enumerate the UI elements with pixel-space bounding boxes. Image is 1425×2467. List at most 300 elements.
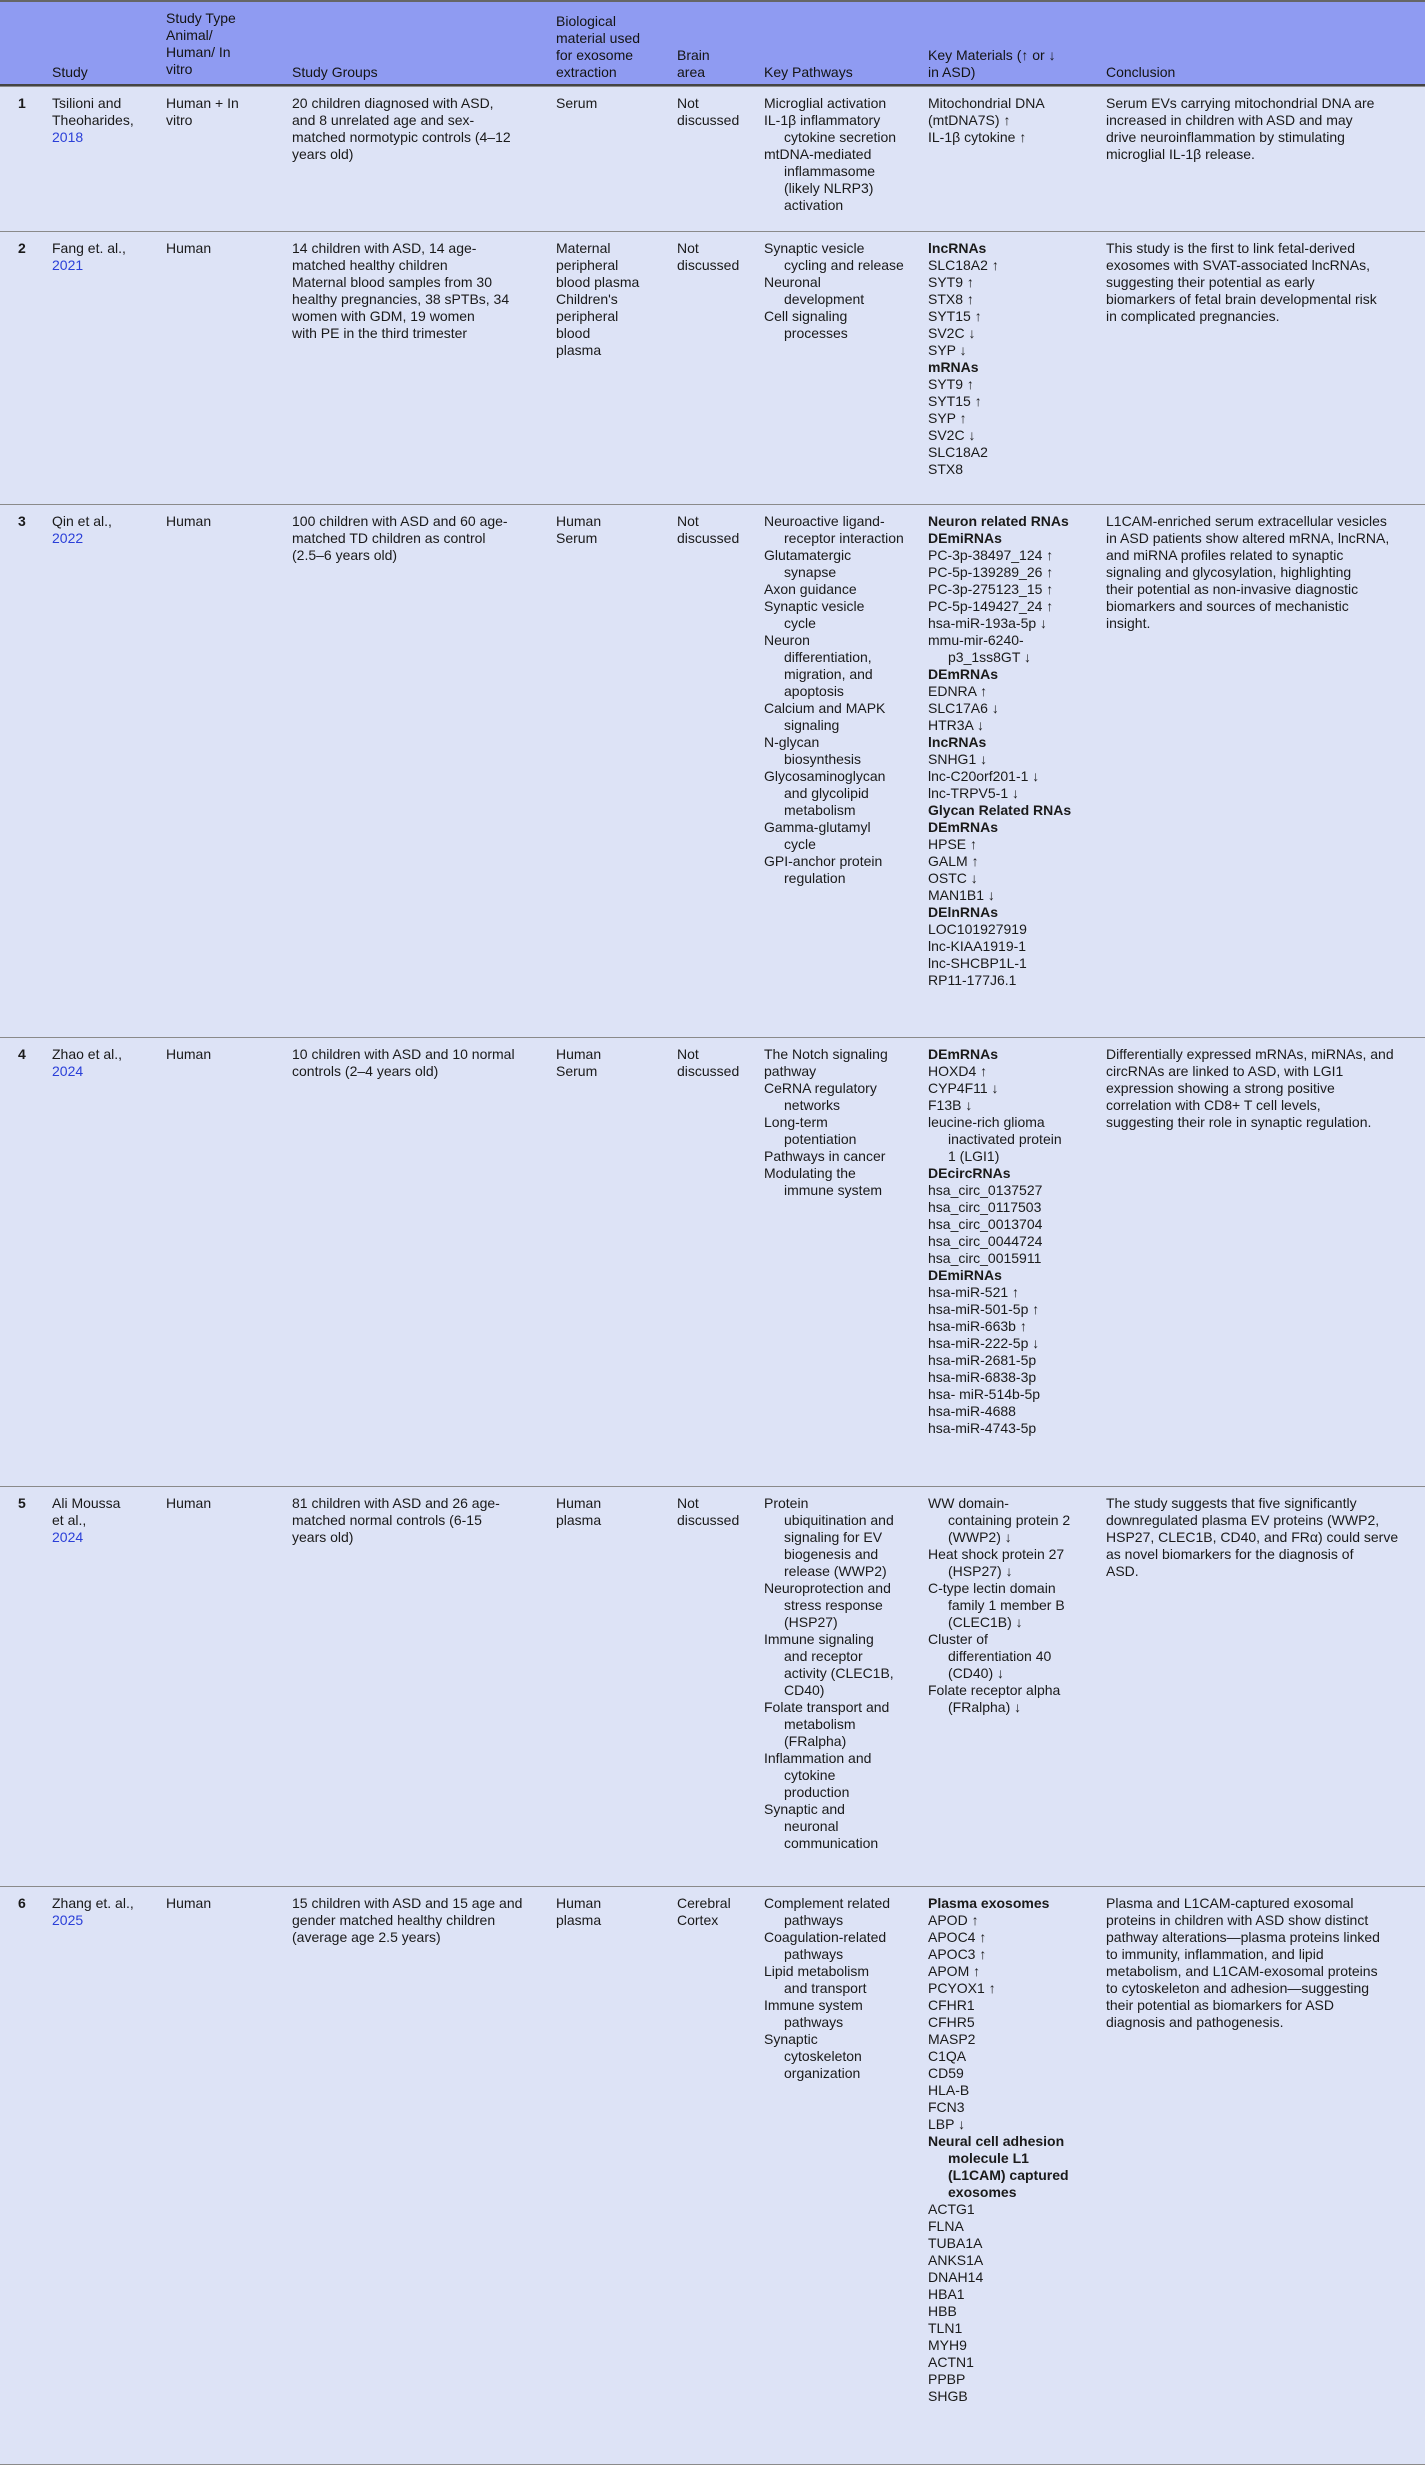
- pathway-line: (FRalpha): [784, 1733, 847, 1749]
- material-item: DNAH14: [928, 2269, 984, 2285]
- pathway-line: stress response: [784, 1597, 883, 1613]
- study-citation: [52, 1495, 120, 1546]
- pathway-line: Synaptic and: [764, 1801, 845, 1817]
- material-item: hsa_circ_0015911: [928, 1250, 1042, 1266]
- key-materials: [928, 513, 1071, 989]
- study-year-link[interactable]: 2024: [52, 1529, 84, 1545]
- biological-material-line: Serum: [556, 1063, 598, 1079]
- conclusion-line: pathway alterations—plasma proteins linked: [1106, 1929, 1380, 1945]
- pathway-line: pathways: [784, 2014, 844, 2030]
- material-item: hsa_circ_0044724: [928, 1233, 1043, 1249]
- row-number: 4: [18, 1046, 26, 1062]
- material-item: APOM ↑: [928, 1963, 981, 1979]
- biological-material-line: plasma: [556, 1512, 602, 1528]
- material-item: SHGB: [928, 2388, 968, 2404]
- material-item: hsa-miR-663b ↑: [928, 1318, 1027, 1334]
- study-groups-line: 14 children with ASD, 14 age-: [292, 240, 477, 256]
- pathway-line: cycle: [784, 836, 816, 852]
- conclusion-line: proteins in children with ASD show distinct: [1106, 1912, 1369, 1928]
- study-groups-line: controls (2–4 years old): [292, 1063, 439, 1079]
- study-citation: [52, 1046, 122, 1080]
- material-item: Cluster of: [928, 1631, 988, 1647]
- material-item: C1QA: [928, 2048, 967, 2064]
- biological-material: [556, 1895, 601, 1929]
- conclusion-line: biomarkers and sources of mechanistic: [1106, 598, 1349, 614]
- key-pathways: [764, 1046, 888, 1199]
- conclusion: [1106, 513, 1389, 632]
- pathway-line: Protein: [764, 1495, 809, 1511]
- material-item: FCN3: [928, 2099, 965, 2115]
- pathway-line: activation: [784, 197, 844, 213]
- study-groups: [292, 240, 509, 342]
- biological-material-line: Human: [556, 1895, 602, 1911]
- conclusion-line: increased in children with ASD and may: [1106, 112, 1353, 128]
- brain-area-line: Cortex: [677, 1912, 719, 1928]
- conclusion: [1106, 1895, 1380, 2031]
- material-item: HTR3A ↓: [928, 717, 985, 733]
- brain-area: [677, 240, 739, 274]
- key-pathways: [764, 1495, 894, 1852]
- pathway-line: synapse: [784, 564, 837, 580]
- pathway-line: differentiation,: [784, 649, 872, 665]
- pathway-line: biogenesis and: [784, 1546, 879, 1562]
- brain-area: [677, 1895, 731, 1929]
- material-heading: exosomes: [948, 2184, 1017, 2200]
- conclusion-line: and miRNA profiles related to synaptic: [1106, 547, 1344, 563]
- material-item: C-type lectin domain: [928, 1580, 1056, 1596]
- conclusion-line: in ASD patients show altered mRNA, lncRNA,: [1106, 530, 1390, 546]
- pathway-line: GPI-anchor protein: [764, 853, 883, 869]
- conclusion-line: downregulated plasma EV proteins (WWP2,: [1106, 1512, 1380, 1528]
- study-groups: [292, 1046, 515, 1080]
- material-item: mmu-mir-6240-: [928, 632, 1024, 648]
- pathway-line: inflammasome: [784, 163, 876, 179]
- key-pathways: [764, 513, 904, 887]
- material-item: LOC101927919: [928, 921, 1027, 937]
- study-type: [166, 513, 211, 530]
- header-key-pathways: Key Pathways: [764, 64, 853, 80]
- material-item: APOD ↑: [928, 1912, 979, 1928]
- study-groups-line: matched normotypic controls (4–12: [292, 129, 511, 145]
- study-type: [166, 1895, 211, 1912]
- conclusion-line: in complicated pregnancies.: [1106, 308, 1280, 324]
- pathway-line: Neuronal: [764, 274, 821, 290]
- pathway-line: receptor interaction: [784, 530, 904, 546]
- header-biological-material: Biological material used for exosome extraction: [556, 13, 641, 80]
- material-item: PCYOX1 ↑: [928, 1980, 996, 1996]
- header-study-groups: Study Groups: [292, 64, 378, 80]
- conclusion-line: their potential as biomarkers for ASD: [1106, 1997, 1334, 2013]
- conclusion-line: as novel biomarkers for the diagnosis of: [1106, 1546, 1354, 1562]
- pathway-line: (HSP27): [784, 1614, 838, 1630]
- header-study-type: Study Type Animal/ Human/ In vitro: [166, 10, 236, 77]
- material-item: HPSE ↑: [928, 836, 978, 852]
- material-item: OSTC ↓: [928, 870, 978, 886]
- study-groups-line: matched healthy children: [292, 257, 448, 273]
- material-item: SYP ↓: [928, 342, 967, 358]
- material-item: SYT9 ↑: [928, 376, 974, 392]
- study-author: Zhang et. al.,: [52, 1895, 134, 1911]
- key-materials: [928, 240, 999, 478]
- header-brain-area: Brain area: [677, 47, 710, 80]
- study-type: [166, 1046, 211, 1063]
- key-pathways: [764, 240, 904, 342]
- material-heading: molecule L1: [948, 2150, 1029, 2166]
- biological-material-line: Human: [556, 1046, 602, 1062]
- table-row: [0, 86, 1425, 232]
- study-groups-line: Maternal blood samples from 30: [292, 274, 492, 290]
- biological-material-line: Human: [556, 513, 602, 529]
- material-heading: (L1CAM) captured: [948, 2167, 1069, 2183]
- conclusion-line: diagnosis and pathogenesis.: [1106, 2014, 1284, 2030]
- material-item: HOXD4 ↑: [928, 1063, 988, 1079]
- conclusion-line: circRNAs are linked to ASD, with LGI1: [1106, 1063, 1344, 1079]
- pathway-line: and glycolipid: [784, 785, 869, 801]
- study-type: [166, 240, 211, 257]
- study-type-line: vitro: [166, 112, 193, 128]
- material-item: SLC18A2: [928, 444, 988, 460]
- key-pathways: [764, 95, 896, 214]
- pathway-line: Synaptic vesicle: [764, 240, 865, 256]
- study-year-link[interactable]: 2024: [52, 1063, 84, 1079]
- key-materials: [928, 1495, 1070, 1716]
- material-item: FLNA: [928, 2218, 964, 2234]
- brain-area-line: Not: [677, 240, 699, 256]
- table-row: [0, 1038, 1425, 1487]
- material-heading: DEcircRNAs: [928, 1165, 1011, 1181]
- material-item: SV2C ↓: [928, 325, 976, 341]
- study-type-line: Human: [166, 240, 212, 256]
- material-item: MAN1B1 ↓: [928, 887, 995, 903]
- material-item: hsa-miR-6838-3p: [928, 1369, 1037, 1385]
- material-heading: DEmiRNAs: [928, 530, 1002, 546]
- material-item: PPBP: [928, 2371, 966, 2387]
- material-item: SLC17A6 ↓: [928, 700, 999, 716]
- pathway-line: The Notch signaling: [764, 1046, 888, 1062]
- pathway-line: pathways: [784, 1912, 844, 1928]
- biological-material: [556, 513, 601, 547]
- study-citation: [52, 513, 112, 547]
- study-year-link[interactable]: 2021: [52, 257, 84, 273]
- study-type: [166, 95, 239, 129]
- pathway-line: (likely NLRP3): [784, 180, 874, 196]
- material-heading: DEmRNAs: [928, 1046, 999, 1062]
- pathway-line: Pathways in cancer: [764, 1148, 886, 1164]
- material-heading: Plasma exosomes: [928, 1895, 1050, 1911]
- conclusion-line: ASD.: [1106, 1563, 1139, 1579]
- material-item: hsa-miR-501-5p ↑: [928, 1301, 1040, 1317]
- pathway-line: and transport: [784, 1980, 867, 1996]
- material-item: SLC18A2 ↑: [928, 257, 999, 273]
- study-groups-line: matched normal controls (6-15: [292, 1512, 482, 1528]
- conclusion-line: HSP27, CLEC1B, CD40, and FRα) could serve: [1106, 1529, 1399, 1545]
- study-groups-line: years old): [292, 1529, 354, 1545]
- conclusion-line: Serum EVs carrying mitochondrial DNA are: [1106, 95, 1375, 111]
- row-number: 5: [18, 1495, 26, 1511]
- biological-material-line: Human: [556, 1495, 602, 1511]
- key-materials: [928, 1895, 1069, 2405]
- material-heading: DEmRNAs: [928, 819, 999, 835]
- key-pathways: [764, 1895, 890, 2082]
- material-item: TLN1: [928, 2320, 963, 2336]
- material-item: hsa- miR-514b-5p: [928, 1386, 1041, 1402]
- material-item: hsa_circ_0013704: [928, 1216, 1043, 1232]
- biological-material-line: plasma: [556, 342, 602, 358]
- study-year-link[interactable]: 2022: [52, 530, 84, 546]
- pathway-line: migration, and: [784, 666, 873, 682]
- material-item: leucine-rich glioma: [928, 1114, 1045, 1130]
- biological-material: [556, 1046, 601, 1080]
- study-author: et al.,: [52, 1512, 87, 1528]
- biological-material: [556, 95, 597, 112]
- material-item: SYP ↑: [928, 410, 967, 426]
- material-item: STX8 ↑: [928, 291, 974, 307]
- pathway-line: immune system: [784, 1182, 883, 1198]
- conclusion-line: their potential as non-invasive diagnostic: [1106, 581, 1359, 597]
- pathway-line: Immune signaling: [764, 1631, 874, 1647]
- conclusion-line: suggesting their role in synaptic regulation.: [1106, 1114, 1372, 1130]
- biological-material-line: Serum: [556, 95, 598, 111]
- table-row: [0, 232, 1425, 505]
- biological-material-line: Children's: [556, 291, 618, 307]
- brain-area-line: Not: [677, 1046, 699, 1062]
- study-year-link[interactable]: 2018: [52, 129, 84, 145]
- material-item: differentiation 40: [948, 1648, 1052, 1664]
- biological-material-line: peripheral: [556, 308, 619, 324]
- material-item: EDNRA ↑: [928, 683, 988, 699]
- brain-area-line: Not: [677, 513, 699, 529]
- brain-area-line: discussed: [677, 257, 740, 273]
- conclusion-line: expression showing a strong positive: [1106, 1080, 1335, 1096]
- pathway-line: biosynthesis: [784, 751, 862, 767]
- row-number: 6: [18, 1895, 26, 1911]
- material-item: hsa_circ_0117503: [928, 1199, 1042, 1215]
- study-groups: [292, 1495, 500, 1546]
- material-item: SV2C ↓: [928, 427, 976, 443]
- header-key-materials: Key Materials (↑ or ↓ in ASD): [928, 47, 1056, 80]
- conclusion-line: drive neuroinflammation by stimulating: [1106, 129, 1345, 145]
- study-groups-line: and 8 unrelated age and sex-: [292, 112, 475, 128]
- material-heading: Neural cell adhesion: [928, 2133, 1065, 2149]
- material-item: 1 (LGI1): [948, 1148, 1000, 1164]
- brain-area: [677, 1495, 739, 1529]
- material-item: Heat shock protein 27: [928, 1546, 1065, 1562]
- pathway-line: cytokine: [784, 1767, 836, 1783]
- pathway-line: N-glycan: [764, 734, 820, 750]
- study-groups-line: 15 children with ASD and 15 age and: [292, 1895, 523, 1911]
- conclusion: [1106, 240, 1377, 325]
- material-item: HLA-B: [928, 2082, 970, 2098]
- table-row: [0, 505, 1425, 1038]
- pathway-line: Neuroactive ligand-: [764, 513, 885, 529]
- pathway-line: signaling for EV: [784, 1529, 883, 1545]
- study-citation: [52, 240, 126, 274]
- pathway-line: apoptosis: [784, 683, 844, 699]
- pathway-line: IL-1β inflammatory: [764, 112, 881, 128]
- study-groups-line: gender matched healthy children: [292, 1912, 496, 1928]
- pathway-line: Axon guidance: [764, 581, 857, 597]
- conclusion-line: to cytoskeleton and adhesion—suggesting: [1106, 1980, 1370, 1996]
- biological-material-line: plasma: [556, 1912, 602, 1928]
- material-item: hsa-miR-2681-5p: [928, 1352, 1037, 1368]
- pathway-line: organization: [784, 2065, 861, 2081]
- material-heading: Neuron related RNAs: [928, 513, 1069, 529]
- pathway-line: Synaptic vesicle: [764, 598, 865, 614]
- material-item: hsa-miR-4688: [928, 1403, 1016, 1419]
- study-author: Zhao et al.,: [52, 1046, 123, 1062]
- material-item: (FRalpha) ↓: [948, 1699, 1022, 1715]
- study-groups: [292, 95, 511, 163]
- pathway-line: Inflammation and: [764, 1750, 872, 1766]
- conclusion: [1106, 1046, 1394, 1131]
- conclusion-line: L1CAM-enriched serum extracellular vesicles: [1106, 513, 1387, 529]
- pathway-line: Neuroprotection and: [764, 1580, 891, 1596]
- material-item: STX8: [928, 461, 964, 477]
- material-item: lnc-TRPV5-1 ↓: [928, 785, 1020, 801]
- pathway-line: Folate transport and: [764, 1699, 890, 1715]
- study-author: Fang et. al.,: [52, 240, 126, 256]
- pathway-line: neuronal: [784, 1818, 839, 1834]
- pathway-line: potentiation: [784, 1131, 857, 1147]
- material-item: (CD40) ↓: [948, 1665, 1005, 1681]
- brain-area-line: discussed: [677, 1063, 740, 1079]
- conclusion-line: The study suggests that five significantly: [1106, 1495, 1357, 1511]
- material-item: containing protein 2: [948, 1512, 1071, 1528]
- pathway-line: cytoskeleton: [784, 2048, 862, 2064]
- pathway-line: Gamma-glutamyl: [764, 819, 871, 835]
- material-item: PC-3p-38497_124 ↑: [928, 547, 1054, 563]
- study-groups-line: (2.5–6 years old): [292, 547, 398, 563]
- pathway-line: networks: [784, 1097, 841, 1113]
- study-type-line: Human + In: [166, 95, 239, 111]
- material-item: lnc-SHCBP1L-1: [928, 955, 1027, 971]
- brain-area: [677, 1046, 739, 1080]
- study-groups-line: years old): [292, 146, 354, 162]
- header-conclusion: Conclusion: [1106, 64, 1176, 80]
- material-item: SYT9 ↑: [928, 274, 974, 290]
- study-groups-line: 10 children with ASD and 10 normal: [292, 1046, 515, 1062]
- pathway-line: CD40): [784, 1682, 825, 1698]
- material-item: ACTN1: [928, 2354, 974, 2370]
- pathway-line: Complement related: [764, 1895, 891, 1911]
- key-materials: [928, 95, 1045, 146]
- material-item: APOC4 ↑: [928, 1929, 987, 1945]
- material-heading: DEmRNAs: [928, 666, 999, 682]
- material-item: hsa-miR-521 ↑: [928, 1284, 1020, 1300]
- pathway-line: ubiquitination and: [784, 1512, 894, 1528]
- material-item: CD59: [928, 2065, 964, 2081]
- pathway-line: Immune system: [764, 1997, 863, 2013]
- pathway-line: Neuron: [764, 632, 810, 648]
- pathway-line: mtDNA-mediated: [764, 146, 872, 162]
- study-citation: [52, 95, 134, 146]
- brain-area-line: Not: [677, 95, 699, 111]
- biological-material-line: Maternal: [556, 240, 611, 256]
- study-year-link[interactable]: 2025: [52, 1912, 84, 1928]
- study-type: [166, 1495, 211, 1512]
- pathway-line: regulation: [784, 870, 846, 886]
- brain-area-line: Not: [677, 1495, 699, 1511]
- pathway-line: production: [784, 1784, 850, 1800]
- pathway-line: Lipid metabolism: [764, 1963, 870, 1979]
- material-item: family 1 member B: [948, 1597, 1065, 1613]
- conclusion-line: Differentially expressed mRNAs, miRNAs, and: [1106, 1046, 1394, 1062]
- study-type-line: Human: [166, 513, 212, 529]
- study-groups-line: matched TD children as control: [292, 530, 486, 546]
- material-item: APOC3 ↑: [928, 1946, 987, 1962]
- material-item: lnc-KIAA1919-1: [928, 938, 1027, 954]
- material-item: hsa-miR-222-5p ↓: [928, 1335, 1040, 1351]
- biological-material: [556, 240, 639, 359]
- pathway-line: Long-term: [764, 1114, 828, 1130]
- material-item: ANKS1A: [928, 2252, 984, 2268]
- biological-material: [556, 1495, 601, 1529]
- material-heading: lncRNAs: [928, 240, 987, 256]
- conclusion-line: metabolism, and L1CAM-exosomal proteins: [1106, 1963, 1378, 1979]
- study-groups-line: women with GDM, 19 women: [292, 308, 475, 324]
- brain-area-line: discussed: [677, 112, 740, 128]
- table-header: [0, 0, 1425, 86]
- conclusion-line: suggesting their potential as early: [1106, 274, 1315, 290]
- pathway-line: Calcium and MAPK: [764, 700, 886, 716]
- material-item: LBP ↓: [928, 2116, 966, 2132]
- material-item: CFHR5: [928, 2014, 975, 2030]
- material-item: ACTG1: [928, 2201, 975, 2217]
- material-heading: DEmiRNAs: [928, 1267, 1002, 1283]
- material-item: HBB: [928, 2303, 957, 2319]
- material-item: F13B ↓: [928, 1097, 973, 1113]
- material-heading: Glycan Related RNAs: [928, 802, 1072, 818]
- biological-material-line: blood: [556, 325, 591, 341]
- material-item: MYH9: [928, 2337, 967, 2353]
- material-item: CYP4F11 ↓: [928, 1080, 999, 1096]
- pathway-line: cycling and release: [784, 257, 904, 273]
- conclusion: [1106, 95, 1374, 163]
- brain-area: [677, 95, 739, 129]
- biological-material-line: peripheral: [556, 257, 619, 273]
- conclusion-line: to immunity, inflammation, and lipid: [1106, 1946, 1324, 1962]
- conclusion-line: microglial IL-1β release.: [1106, 146, 1255, 162]
- material-item: CFHR1: [928, 1997, 975, 2013]
- material-item: p3_1ss8GT ↓: [948, 649, 1032, 665]
- conclusion-line: insight.: [1106, 615, 1151, 631]
- material-item: Mitochondrial DNA: [928, 95, 1045, 111]
- material-item: hsa-miR-4743-5p: [928, 1420, 1037, 1436]
- study-author: Theoharides,: [52, 112, 134, 128]
- material-heading: DElnRNAs: [928, 904, 999, 920]
- study-groups-line: healthy pregnancies, 38 sPTBs, 34: [292, 291, 510, 307]
- pathway-line: signaling: [784, 717, 840, 733]
- row-number: 3: [18, 513, 26, 529]
- study-citation: [52, 1895, 134, 1929]
- table-row: [0, 1487, 1425, 1887]
- material-item: hsa_circ_0137527: [928, 1182, 1043, 1198]
- pathway-line: CeRNA regulatory: [764, 1080, 877, 1096]
- study-groups-line: 81 children with ASD and 26 age-: [292, 1495, 500, 1511]
- pathway-line: Microglial activation: [764, 95, 887, 111]
- pathway-line: release (WWP2): [784, 1563, 887, 1579]
- conclusion: [1106, 1495, 1398, 1580]
- study-type-line: Human: [166, 1895, 212, 1911]
- pathway-line: development: [784, 291, 865, 307]
- material-item: RP11-177J6.1: [928, 972, 1017, 988]
- material-item: hsa-miR-193a-5p ↓: [928, 615, 1048, 631]
- material-item: TUBA1A: [928, 2235, 983, 2251]
- pathway-line: metabolism: [784, 1716, 856, 1732]
- pathway-line: cycle: [784, 615, 816, 631]
- material-item: WW domain-: [928, 1495, 1009, 1511]
- brain-area-line: discussed: [677, 530, 740, 546]
